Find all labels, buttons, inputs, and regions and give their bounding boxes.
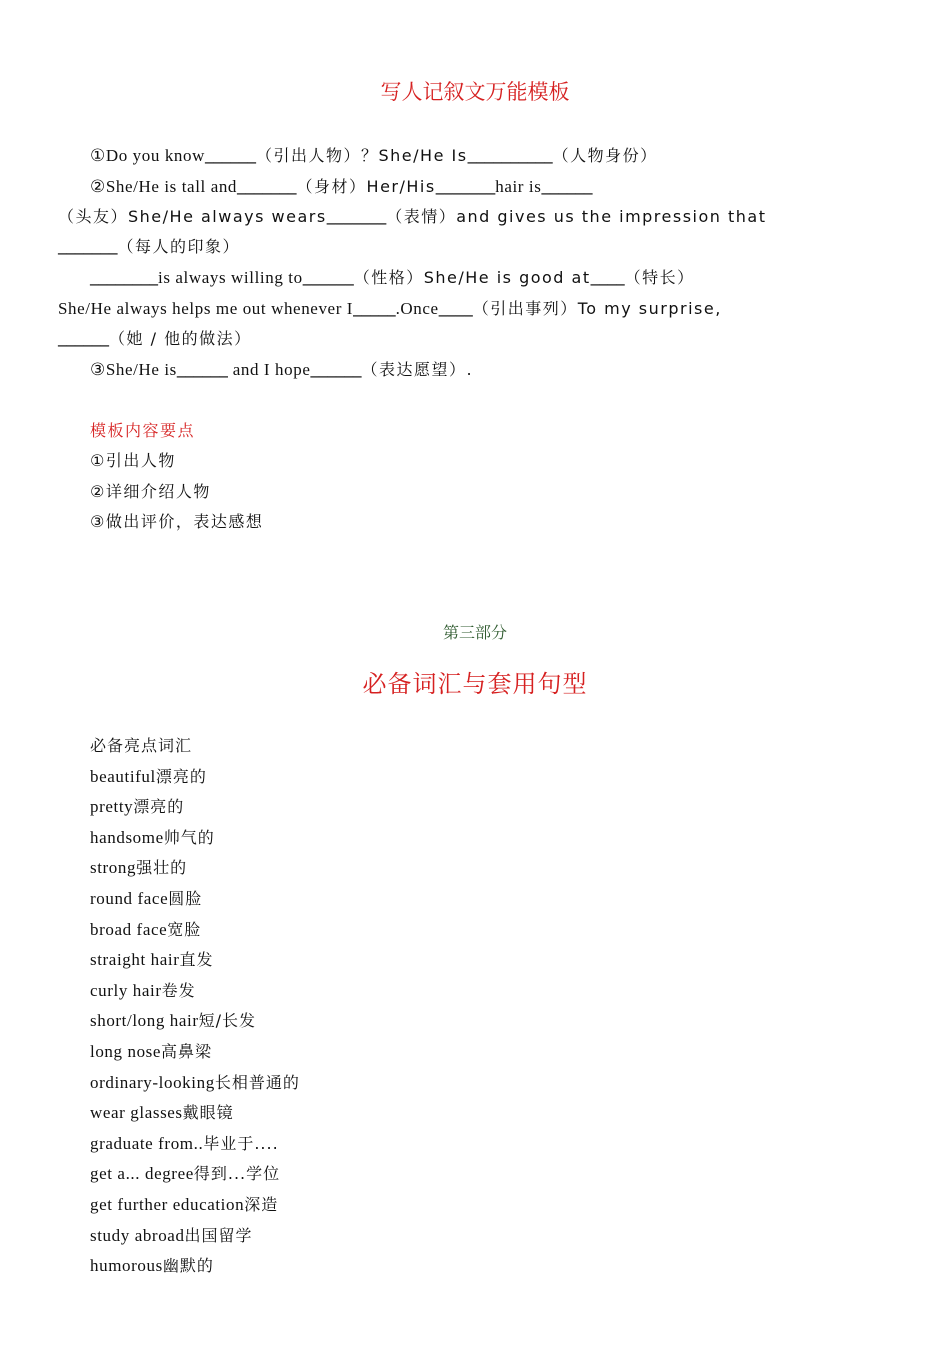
line-text: （每人的印象）: [117, 237, 241, 256]
vocab-list: [90, 734, 300, 1285]
list-item: [90, 1254, 300, 1285]
blank: ________: [90, 268, 158, 287]
line-text: ①Do you know: [90, 146, 205, 165]
vocab-zh: 深造: [244, 1194, 279, 1214]
list-item: [90, 1224, 300, 1255]
vocab-zh: 毕业于....: [203, 1133, 279, 1153]
line-text: ②She/He is tall and: [90, 177, 238, 196]
blank: ____: [438, 299, 473, 318]
points-title: 模板内容要点: [90, 421, 196, 440]
blank: _______: [58, 237, 118, 256]
vocab-en: pretty: [90, 797, 134, 817]
section-title: 必备词汇与套用句型: [362, 670, 588, 698]
vocab-zh: 长相普通的: [214, 1072, 300, 1092]
vocab-zh: 出国留学: [184, 1225, 253, 1245]
blank: ______: [310, 360, 362, 379]
list-item: [90, 1040, 300, 1071]
vocab-en: round face: [90, 888, 169, 908]
list-item: [90, 856, 300, 887]
line-text: （她 / 他的做法）: [109, 329, 252, 348]
line-text: ③She/He is: [90, 360, 177, 379]
line-text: She/He always helps me out whenever I: [58, 299, 354, 318]
template-line-3: [58, 205, 767, 229]
template-line-6: [58, 297, 722, 321]
list-item: [90, 918, 300, 949]
line-text: hair is: [495, 177, 542, 196]
vocab-zh: 直发: [179, 950, 214, 970]
vocab-zh: 幽默的: [162, 1256, 214, 1276]
template-line-2: [90, 175, 592, 199]
blank: ____: [590, 268, 625, 287]
list-item: [90, 979, 300, 1010]
list-item: [90, 1101, 300, 1132]
vocab-zh: 短/长发: [198, 1011, 257, 1031]
line-text: （头友）She/He always wears: [58, 207, 327, 226]
vocab-en: beautiful: [90, 766, 156, 786]
vocab-en: study abroad: [90, 1225, 185, 1245]
vocab-en: ordinary-looking: [90, 1072, 215, 1092]
list-item: [90, 765, 300, 796]
line-text: （表情）and gives us the impression that: [386, 207, 767, 226]
vocab-en: get a... degree: [90, 1164, 194, 1184]
list-item: [90, 1162, 300, 1193]
vocab-heading: [90, 734, 300, 765]
list-item: [90, 1193, 300, 1224]
line-text: （性格）She/He is good at: [353, 268, 591, 287]
vocab-en: short/long hair: [90, 1011, 199, 1031]
vocab-zh: 宽脸: [167, 919, 202, 939]
line-text: （人物身份）: [552, 146, 658, 165]
point-item: ②详细介绍人物: [90, 482, 211, 501]
vocab-en: straight hair: [90, 950, 180, 970]
vocab-en: wear glasses: [90, 1103, 183, 1123]
line-text: （引出事列）To my surprise,: [472, 299, 722, 318]
template-title: 写人记叙文万能模板: [380, 80, 570, 104]
line-text: is always willing to: [158, 268, 303, 287]
blank: _______: [435, 177, 496, 196]
point-item: ①引出人物: [90, 451, 176, 470]
vocab-en: humorous: [90, 1256, 163, 1276]
line-text: （特长）: [624, 268, 695, 287]
blank: ______: [176, 360, 228, 379]
vocab-zh: 漂亮的: [133, 797, 185, 817]
point-item: ③做出评价，表达感想: [90, 512, 264, 531]
blank: __________: [467, 146, 553, 165]
vocab-zh: 漂亮的: [155, 766, 207, 786]
list-item: [90, 1132, 300, 1163]
vocab-zh: 高鼻梁: [161, 1041, 213, 1061]
template-line-8: [90, 358, 473, 382]
vocab-heading-text: 必备亮点词汇: [90, 736, 193, 755]
vocab-zh: 帅气的: [163, 827, 215, 847]
line-text: （表达愿望）.: [361, 360, 474, 379]
template-line-4: [58, 235, 240, 259]
template-line-7: [58, 327, 252, 351]
vocab-en: handsome: [90, 827, 164, 847]
vocab-en: long nose: [90, 1041, 162, 1061]
line-text: and I hope: [227, 360, 311, 379]
vocab-zh: 戴眼镜: [182, 1103, 234, 1123]
list-item: [90, 1071, 300, 1102]
blank: _____: [353, 299, 396, 318]
list-item: [90, 795, 300, 826]
vocab-zh: 得到...学位: [193, 1164, 281, 1184]
list-item: [90, 826, 300, 857]
vocab-zh: 卷发: [161, 980, 196, 1000]
template-line-1: [90, 144, 658, 168]
line-text: （身材）Her/His: [296, 177, 436, 196]
template-line-5: [90, 266, 695, 290]
vocab-en: strong: [90, 858, 137, 878]
list-item: [90, 887, 300, 918]
vocab-zh: 圆脸: [168, 888, 203, 908]
vocab-en: graduate from..: [90, 1133, 204, 1153]
blank: _______: [237, 177, 297, 196]
blank: ______: [58, 329, 109, 348]
vocab-zh: 强壮的: [136, 858, 188, 878]
list-item: [90, 948, 300, 979]
line-text: （引出人物）？She/He Is: [256, 146, 468, 165]
vocab-en: curly hair: [90, 980, 162, 1000]
blank: ______: [205, 146, 256, 165]
blank: ______: [302, 268, 354, 287]
blank: _______: [326, 207, 387, 226]
vocab-en: get further education: [90, 1194, 245, 1214]
list-item: [90, 1009, 300, 1040]
section-label: 第三部分: [442, 623, 507, 642]
line-text: .Once: [395, 299, 439, 318]
blank: ______: [541, 177, 593, 196]
vocab-en: broad face: [90, 919, 168, 939]
